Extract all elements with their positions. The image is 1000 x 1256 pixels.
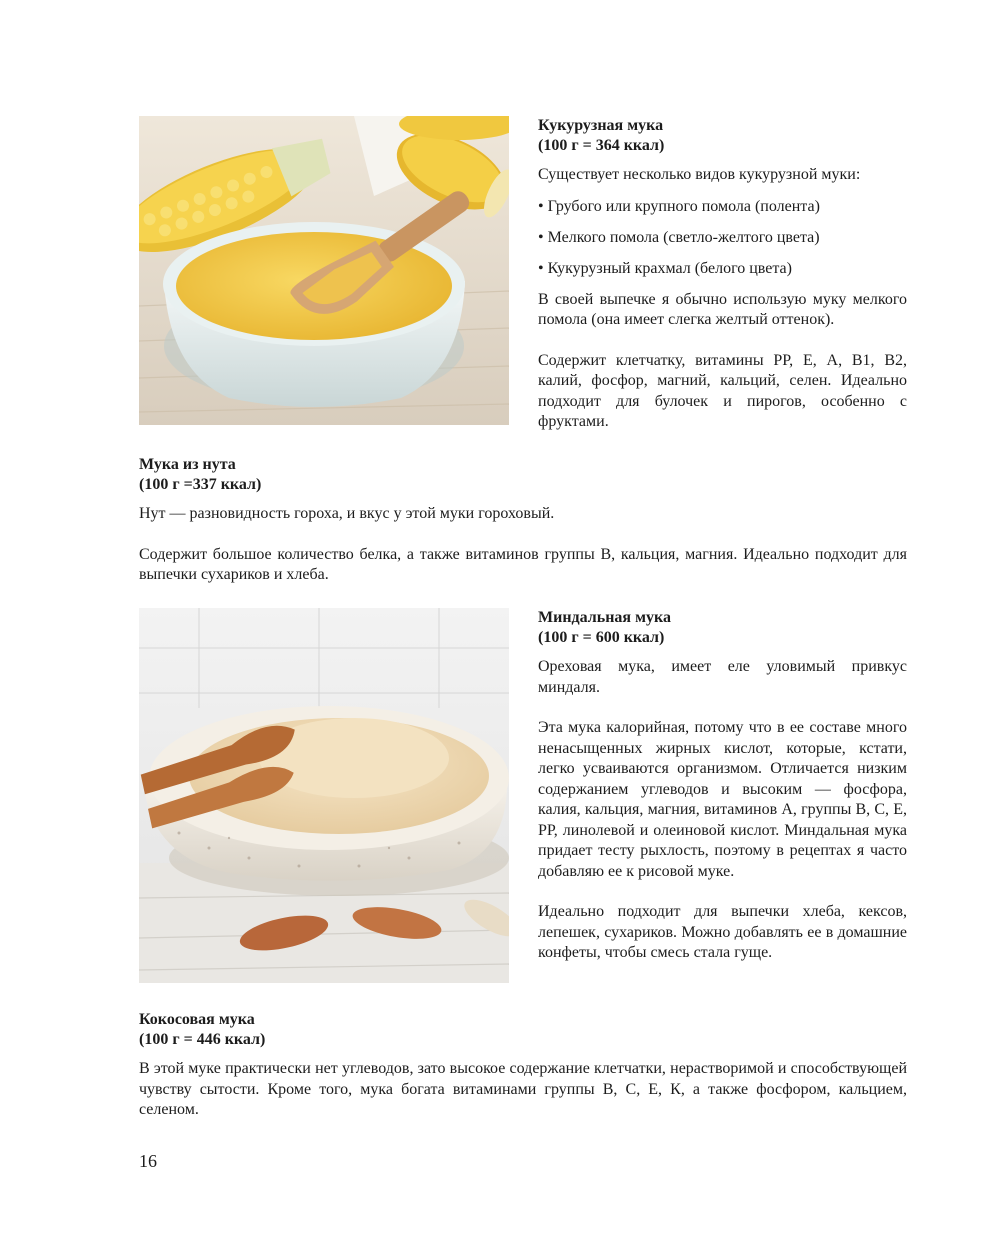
corn-flour-types-list bbox=[538, 197, 907, 279]
page-number: 16 bbox=[139, 1151, 157, 1171]
corn-flour-intro: Существует несколько видов кукурузной муки: bbox=[538, 166, 861, 183]
almond-flour-paragraph-1: Ореховая мука, имеет еле уловимый привкус миндаля. bbox=[538, 658, 907, 696]
almond-flour-kcal: (100 г = 600 ккал) bbox=[538, 629, 665, 646]
almond-flour-photo bbox=[139, 608, 509, 983]
almond-flour-paragraph-2: Эта мука калорийная, потому что в ее составе много ненасыщенных жирных кислот, которые, кстати, легко усваиваются организмом. Отличается низким содержанием углеводов и высоким — фосфора, калия, кальция, магния, витаминов А, группы В, С, Е, РР, линолевой и олеиновой кислот. Миндальная мука придает тесту рыхлость, поэтому в рецептах я часто добавляю ее к рисовой муке. bbox=[538, 719, 907, 880]
almond-flour-paragraph-3: Идеально подходит для выпечки хлеба, кексов, лепешек, сухариков. Можно добавлять ее в домашние конфеты, чтобы смесь стала гуще. bbox=[538, 903, 907, 961]
coconut-flour-section bbox=[139, 1010, 907, 1121]
corn-flour-kcal: (100 г = 364 ккал) bbox=[538, 137, 665, 154]
corn-flour-section bbox=[538, 116, 907, 433]
corn-flour-paragraph-2: Содержит клетчатку, витамины РР, Е, А, В1, В2, калий, фосфор, магний, кальций, селен. Идеально подходит для булочек и пирогов, особенно с фруктами. bbox=[538, 351, 907, 430]
chickpea-flour-section bbox=[139, 455, 907, 586]
coconut-flour-paragraph-1: В этой муке практически нет углеводов, зато высокое содержание клетчатки, нерастворимой и способствующей чувству сытости. Кроме того, мука богата витаминами группы В, С, Е, К, а также фосфором, кальцием, селеном. bbox=[139, 1060, 907, 1118]
chickpea-flour-kcal: (100 г =337 ккал) bbox=[139, 476, 262, 493]
corn-flour-photo bbox=[139, 116, 509, 425]
list-item: • Кукурузный крахмал (белого цвета) bbox=[538, 259, 907, 279]
coconut-flour-kcal: (100 г = 446 ккал) bbox=[139, 1031, 266, 1048]
chickpea-flour-title: Мука из нута bbox=[139, 456, 236, 473]
coconut-flour-title: Кокосовая мука bbox=[139, 1011, 255, 1028]
chickpea-flour-paragraph-1: Нут — разновидность гороха, и вкус у этой муки гороховый. bbox=[139, 505, 555, 522]
chickpea-flour-paragraph-2: Содержит большое количество белка, а также витаминов группы В, кальция, магния. Идеально подходит для выпечки сухариков и хлеба. bbox=[139, 545, 907, 583]
almond-flour-section bbox=[538, 608, 907, 964]
list-item: • Мелкого помола (светло-желтого цвета) bbox=[538, 228, 907, 248]
almond-flour-title: Миндальная мука bbox=[538, 609, 671, 626]
list-item: • Грубого или крупного помола (полента) bbox=[538, 197, 907, 217]
corn-flour-title: Кукурузная мука bbox=[538, 117, 664, 134]
corn-flour-paragraph-1: В своей выпечке я обычно использую муку мелкого помола (она имеет слегка желтый оттенок). bbox=[538, 290, 907, 328]
